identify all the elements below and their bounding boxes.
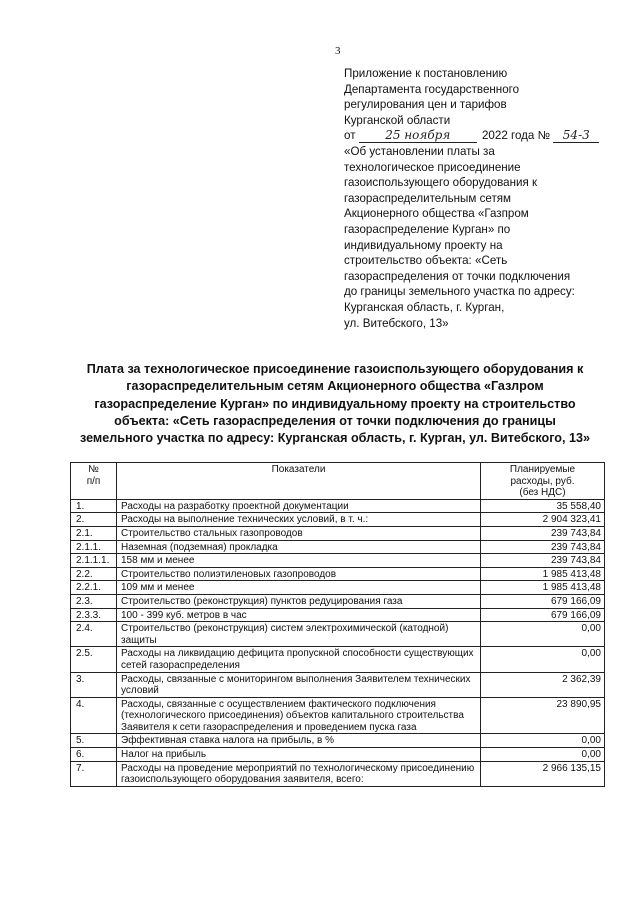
row-indicator-cell: 100 - 399 куб. метров в час [117,608,481,622]
decree-date-line [344,128,614,144]
row-indicator-cell: 158 мм и менее [117,554,481,568]
row-number-cell: 2.1.1.1. [71,554,117,568]
page-number: 3 [335,45,341,57]
row-value-cell: 2 904 323,41 [481,513,605,527]
row-indicator-cell: Расходы, связанные с осуществлением фактического подключения (технологического присоединения) объектов капитального строительства Заявителя к сети газораспределения и проведением пуска газа [117,697,481,734]
row-value-cell: 239 743,84 [481,526,605,540]
row-value-cell: 23 890,95 [481,697,605,734]
row-value-cell: 2 966 135,15 [481,761,605,786]
subject-line: Акционерного общества «Газпром [344,207,529,221]
table-row [71,734,605,748]
row-indicator-cell: Наземная (подземная) прокладка [117,540,481,554]
appendix-line: регулирования цен и тарифов [344,98,507,112]
appendix-line: Департамента государственного [344,82,520,96]
table-row [71,581,605,595]
subject-line: газораспределения от точки подключения [344,269,571,283]
header-num [71,463,117,500]
row-value-cell: 239 743,84 [481,554,605,568]
header-num-line: № [88,464,99,475]
handwritten-date: 25 ноября [359,129,477,143]
appendix-line: Приложение к постановлению [344,67,508,80]
row-value-cell: 0,00 [481,734,605,748]
header-expenses-line: (без НДС) [519,487,566,499]
row-number-cell: 4. [71,697,117,734]
header-num-line: п/п [86,475,101,487]
row-value-cell: 679 166,09 [481,594,605,608]
table-row [71,608,605,622]
date-prefix: от [344,129,356,143]
header-indicators: Показатели [117,463,481,500]
row-number-cell: 2.5. [71,647,117,672]
row-indicator-cell: Расходы на проведение мероприятий по технологическому присоединению газоиспользующего оборудования заявителя, всего: [117,761,481,786]
row-number-cell: 2. [71,513,117,527]
subject-line: до границы земельного участка по адресу: [344,285,575,299]
subject-line: ул. Витебского, 13» [344,316,449,330]
row-number-cell: 2.1. [71,526,117,540]
title-line: земельного участка по адресу: Курганская область, г. Курган, ул. Витебского, 13» [80,431,590,446]
row-number-cell: 1. [71,499,117,513]
subject-line: строительство объекта: «Сеть [344,254,508,268]
table-row [71,526,605,540]
table-row [71,540,605,554]
appendix-line: Курганской области [344,113,451,127]
row-number-cell: 6. [71,748,117,762]
table-row [71,622,605,647]
year-text: 2022 года № [481,129,551,143]
subject-line: Курганская область, г. Курган, [344,300,505,314]
subject-line: индивидуальному проекту на [344,238,503,252]
row-indicator-cell: Строительство стальных газопроводов [117,526,481,540]
row-indicator-cell: Налог на прибыль [117,748,481,762]
row-indicator-cell: Строительство полиэтиленовых газопроводов [117,567,481,581]
row-number-cell: 5. [71,734,117,748]
title-line: газораспределение Курган» по индивидуальному проекту на строительство [94,396,576,411]
table-header-row [71,463,605,500]
subject-line: технологическое присоединение [344,160,521,174]
table-row [71,554,605,568]
row-indicator-cell: 109 мм и менее [117,581,481,595]
table-row [71,594,605,608]
row-indicator-cell: Строительство (реконструкция) пунктов редуцирования газа [117,594,481,608]
row-number-cell: 2.2.1. [71,581,117,595]
title-line: Плата за технологическое присоединение газоиспользующего оборудования к [86,362,584,376]
row-value-cell: 239 743,84 [481,540,605,554]
row-number-cell: 2.3.3. [71,608,117,622]
row-number-cell: 2.1.1. [71,540,117,554]
row-indicator-cell: Расходы на ликвидацию дефицита пропускной способности существующих сетей газораспределения [117,647,481,672]
row-indicator-cell: Эффективная ставка налога на прибыль, в % [117,734,481,748]
table-row [71,513,605,527]
header-expenses-line: расходы, руб. [510,475,575,487]
row-indicator-cell: Строительство (реконструкция) систем электрохимической (катодной) защиты [117,622,481,647]
row-indicator-cell: Расходы, связанные с мониторингом выполнения Заявителем технических условий [117,672,481,697]
appendix-block [344,66,614,331]
row-value-cell: 35 558,40 [481,499,605,513]
subject-line: газораспределение Курган» по [344,222,511,236]
row-value-cell: 0,00 [481,647,605,672]
table-row [71,499,605,513]
row-number-cell: 2.4. [71,622,117,647]
expenses-table [70,462,605,787]
table-row [71,672,605,697]
row-indicator-cell: Расходы на выполнение технических условий, в т. ч.: [117,513,481,527]
table-row [71,761,605,786]
document-title [60,361,610,447]
row-number-cell: 2.2. [71,567,117,581]
header-expenses [481,463,605,500]
row-number-cell: 3. [71,672,117,697]
table-row [71,647,605,672]
row-value-cell: 1 985 413,48 [481,567,605,581]
handwritten-number: 54-3 [553,129,599,143]
title-line: объекта: «Сеть газораспределения от точки подключения до границы [114,413,556,428]
row-value-cell: 0,00 [481,622,605,647]
subject-line: газораспределительным сетям [344,191,511,205]
row-value-cell: 2 362,39 [481,672,605,697]
header-expenses-line: Планируемые [509,464,576,475]
row-number-cell: 7. [71,761,117,786]
table-row [71,567,605,581]
row-indicator-cell: Расходы на разработку проектной документации [117,499,481,513]
table-row [71,748,605,762]
title-line: газораспределительным сетям Акционерного общества «Газлром [126,379,544,394]
table-row [71,697,605,734]
row-value-cell: 1 985 413,48 [481,581,605,595]
row-value-cell: 0,00 [481,748,605,762]
row-value-cell: 679 166,09 [481,608,605,622]
subject-line: «Об установлении платы за [344,144,495,158]
subject-line: газоиспользующего оборудования к [344,176,538,190]
row-number-cell: 2.3. [71,594,117,608]
